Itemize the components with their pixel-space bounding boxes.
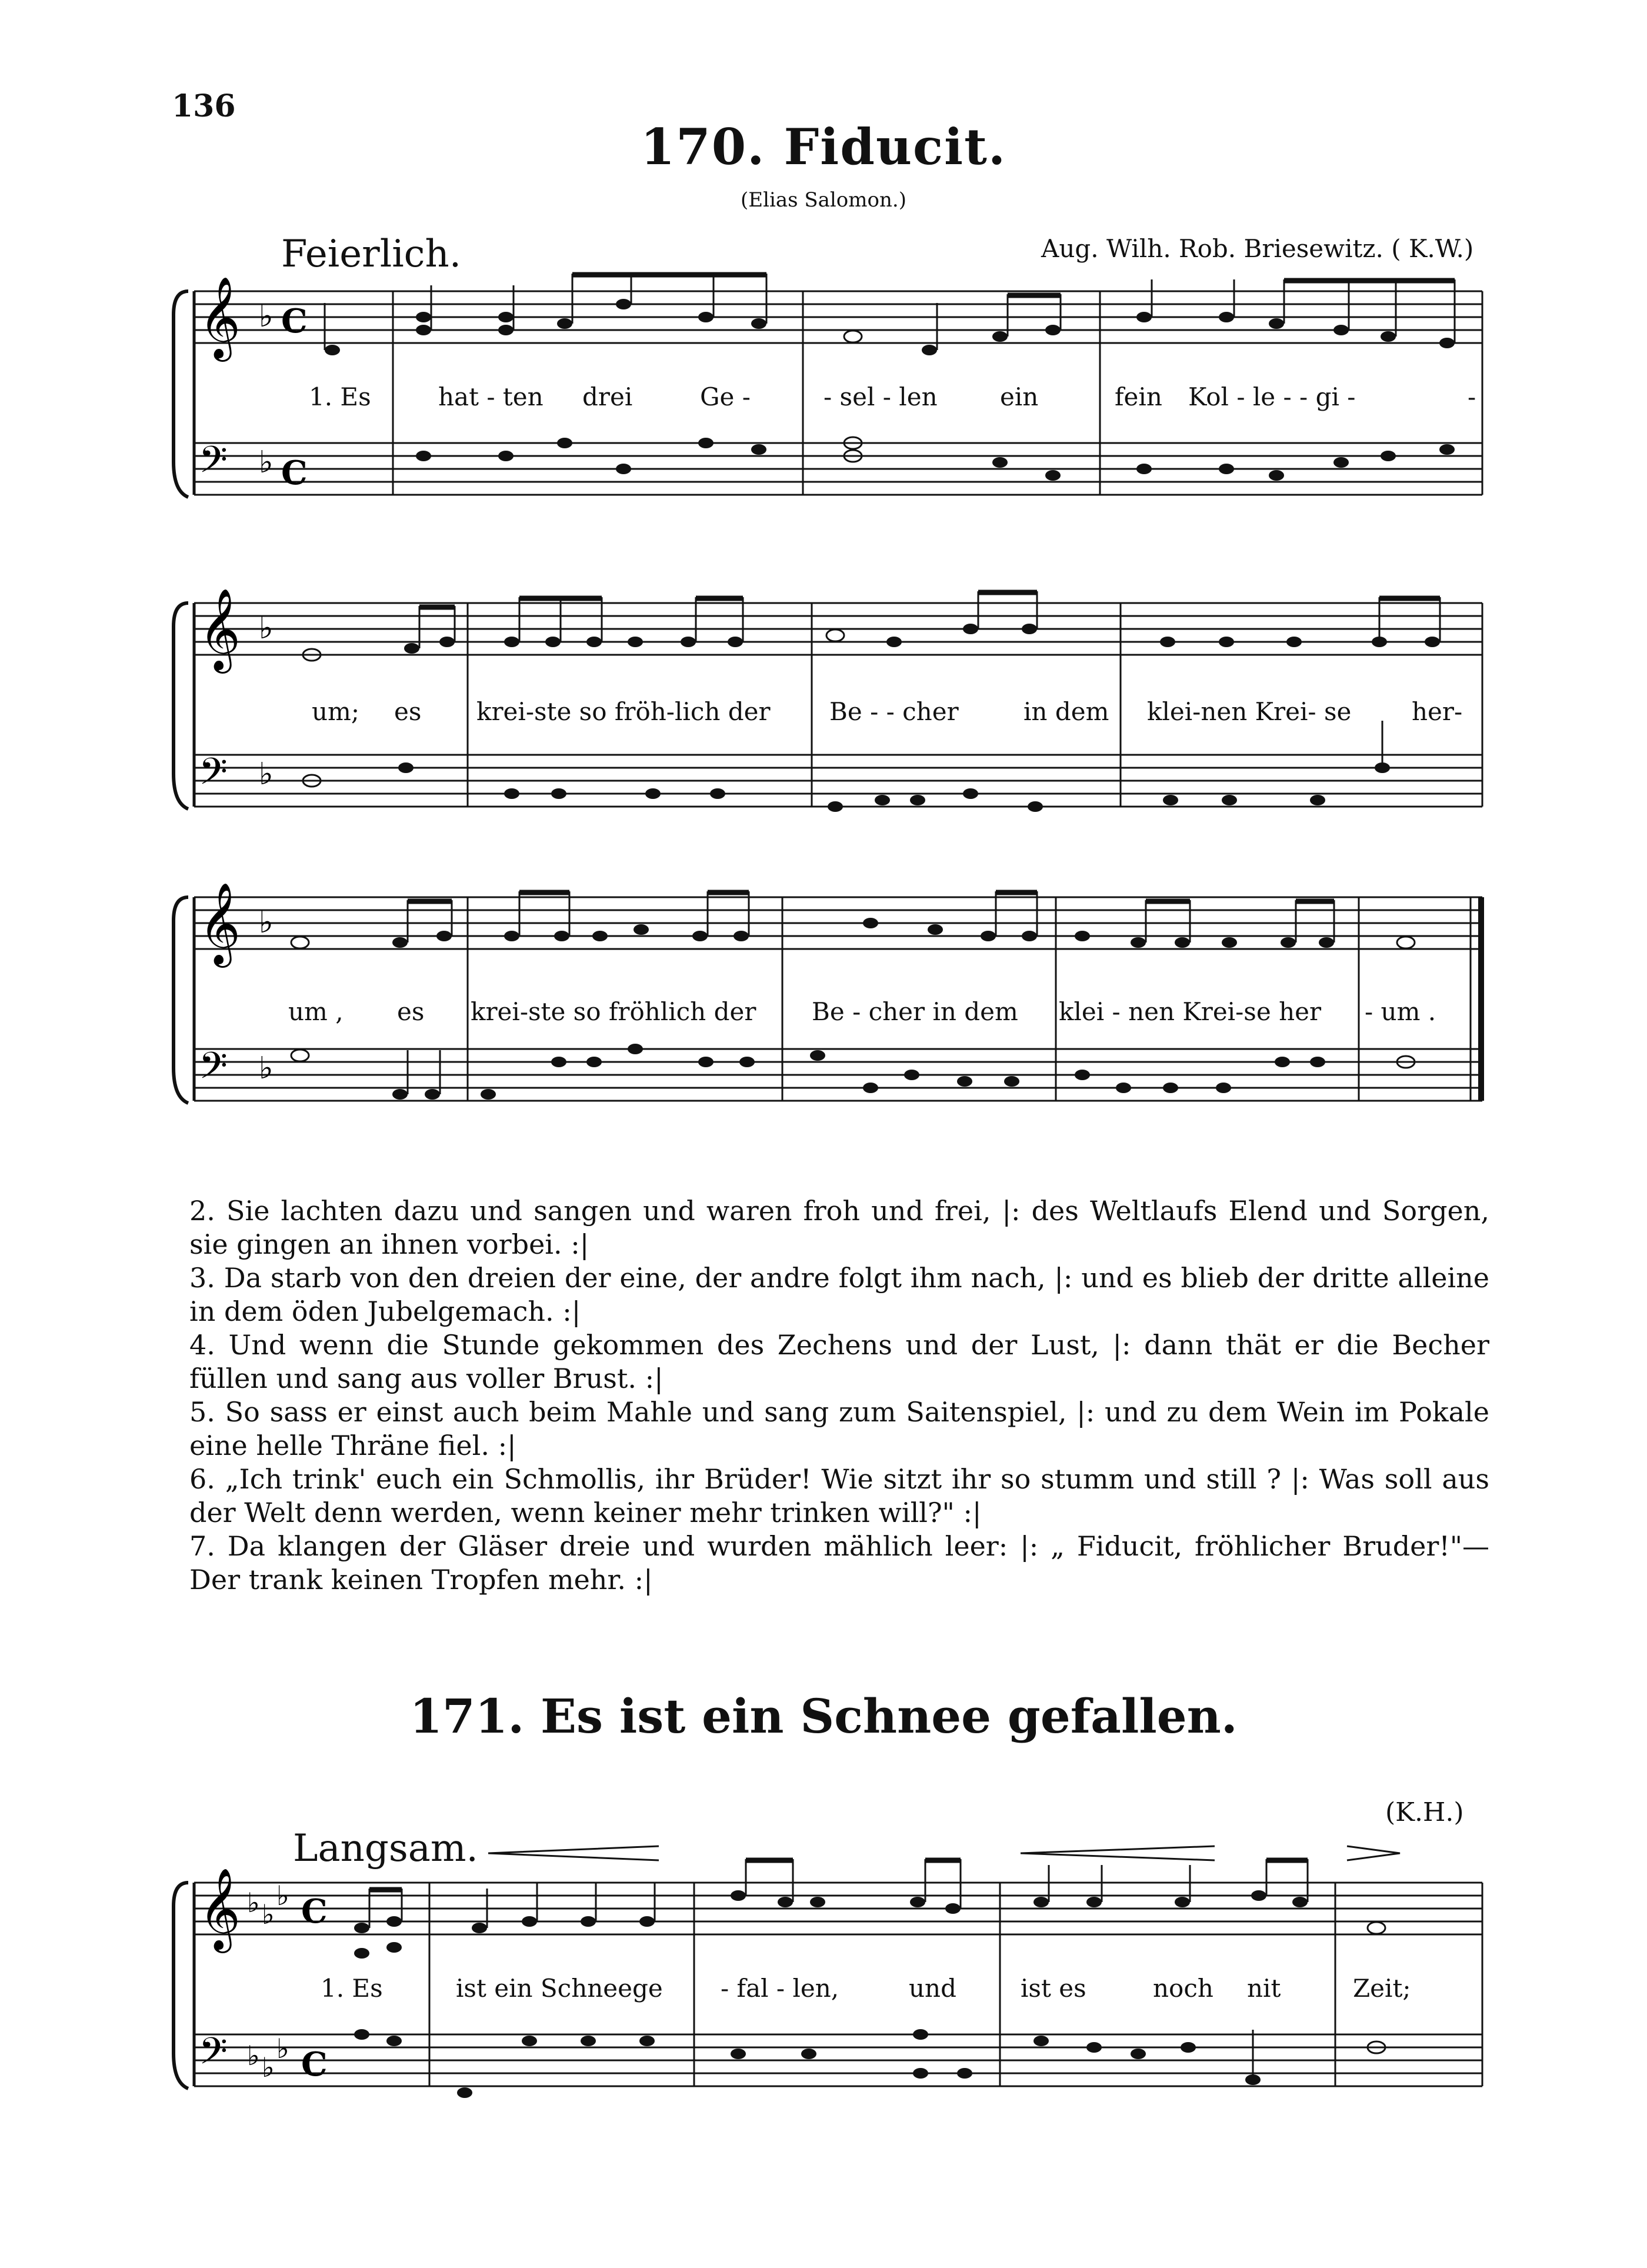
verse-3: 3. Da starb von den dreien der eine, der andre folgt ihm nach, |: und es blieb der dritte alleine in dem öden Jubelgemach. :| bbox=[189, 1262, 1489, 1327]
verse-6: 6. „Ich trink' euch ein Schmollis, ihr Brüder! Wie sitzt ihr so stumm und still ? |: Was soll aus der Welt denn werden, wenn keiner mehr trinken will?" :| bbox=[189, 1463, 1489, 1528]
svg-text:♭: ♭ bbox=[276, 1880, 289, 1911]
verse-7: 7. Da klangen der Gläser dreie und wurden mählich leer: |: „ Fiducit, fröhlicher Bruder!"— Der trank keinen Tropfen mehr. :| bbox=[189, 1530, 1489, 1596]
svg-text:𝄞: 𝄞 bbox=[199, 1868, 241, 1950]
lyric-2-4: Be - - cher bbox=[829, 697, 959, 726]
lyric-1-4: Ge - bbox=[700, 382, 751, 411]
lyric-4-8: Zeit; bbox=[1353, 1974, 1411, 2003]
svg-text:♭: ♭ bbox=[259, 1051, 274, 1086]
song-170-title: 170. Fiducit. bbox=[640, 118, 1007, 176]
page-number: 136 bbox=[172, 88, 236, 124]
lyric-3-2: es bbox=[397, 997, 425, 1026]
lyric-4-4: und bbox=[909, 1974, 956, 2003]
svg-text:♭: ♭ bbox=[259, 445, 274, 480]
svg-text:C: C bbox=[301, 1892, 328, 1931]
lyric-4-3: - fal - len, bbox=[721, 1974, 839, 2003]
lyric-1-1: 1. Es bbox=[309, 382, 371, 411]
svg-text:𝄞: 𝄞 bbox=[199, 277, 241, 358]
song-171-title: 171. Es ist ein Schnee gefallen. bbox=[409, 1688, 1238, 1744]
song-170-composer: Aug. Wilh. Rob. Briesewitz. ( K.W.) bbox=[1041, 234, 1474, 263]
lyric-2-7: her- bbox=[1412, 697, 1463, 726]
song-171-attribution: (K.H.) bbox=[1385, 1797, 1464, 1827]
svg-text:𝄢: 𝄢 bbox=[199, 750, 228, 802]
lyric-4-1: 1. Es bbox=[321, 1974, 383, 2003]
music-system-2 bbox=[0, 580, 1647, 844]
verse-5: 5. So sass er einst auch beim Mahle und sang zum Saitenspiel, |: und zu dem Wein im Pokale eine helle Thräne fiel. :| bbox=[189, 1396, 1489, 1461]
svg-text:𝄢: 𝄢 bbox=[199, 438, 228, 490]
lyric-3-6: - um . bbox=[1365, 997, 1436, 1026]
svg-text:♭: ♭ bbox=[247, 1887, 260, 1919]
svg-text:C: C bbox=[301, 2045, 328, 2084]
svg-text:𝄢: 𝄢 bbox=[199, 1044, 228, 1096]
song-170-tempo: Feierlich. bbox=[281, 232, 462, 276]
svg-text:♭: ♭ bbox=[259, 757, 274, 792]
svg-text:♭: ♭ bbox=[259, 299, 274, 334]
lyric-1-8: Kol - le - - gi - bbox=[1188, 382, 1356, 411]
lyric-1-2: hat - ten bbox=[438, 382, 544, 411]
svg-text:♭: ♭ bbox=[259, 905, 274, 940]
svg-text:♭: ♭ bbox=[247, 2040, 260, 2071]
lyric-3-5: klei - nen Krei-se her bbox=[1059, 997, 1322, 1026]
lyric-4-7: nit bbox=[1247, 1974, 1281, 2003]
song-171-tempo: Langsam. bbox=[293, 1827, 478, 1870]
svg-text:♭: ♭ bbox=[276, 2033, 289, 2064]
lyric-3-3: krei-ste so fröhlich der bbox=[471, 997, 756, 1026]
lyric-1-6: ein bbox=[1000, 382, 1039, 411]
svg-text:𝄞: 𝄞 bbox=[199, 588, 241, 670]
lyric-1-9: - bbox=[1468, 382, 1476, 411]
lyric-2-1: um; bbox=[312, 697, 360, 726]
svg-text:𝄢: 𝄢 bbox=[199, 2029, 228, 2082]
svg-text:♭: ♭ bbox=[262, 2051, 275, 2083]
lyric-1-3: drei bbox=[582, 382, 633, 411]
svg-text:𝄞: 𝄞 bbox=[199, 882, 241, 964]
verse-2: 2. Sie lachten dazu und sangen und waren froh und frei, |: des Weltlaufs Elend und Sorgen, sie gingen an ihnen vorbei. :| bbox=[189, 1195, 1489, 1260]
lyric-1-5: - sel - len bbox=[824, 382, 938, 411]
lyric-2-2: es bbox=[394, 697, 422, 726]
svg-text:C: C bbox=[281, 454, 308, 492]
lyric-2-6: klei-nen Krei- se bbox=[1147, 697, 1352, 726]
svg-text:C: C bbox=[281, 302, 308, 341]
lyric-2-3: krei-ste so fröh-lich der bbox=[476, 697, 771, 726]
lyric-1-7: fein bbox=[1115, 382, 1162, 411]
lyric-3-1: um , bbox=[288, 997, 344, 1026]
svg-text:♭: ♭ bbox=[259, 611, 274, 646]
lyric-2-5: in dem bbox=[1023, 697, 1109, 726]
lyric-4-5: ist es bbox=[1021, 1974, 1086, 2003]
svg-text:♭: ♭ bbox=[262, 1899, 275, 1930]
song-170-poet: (Elias Salomon.) bbox=[741, 188, 906, 212]
lyric-3-4: Be - cher in dem bbox=[812, 997, 1018, 1026]
lyric-4-2: ist ein Schneege bbox=[456, 1974, 663, 2003]
song-170-verses bbox=[189, 1194, 1489, 1597]
verse-4: 4. Und wenn die Stunde gekommen des Zechens und der Lust, |: dann thät er die Becher füllen und sang aus voller Brust. :| bbox=[189, 1329, 1489, 1394]
lyric-4-6: noch bbox=[1153, 1974, 1213, 2003]
